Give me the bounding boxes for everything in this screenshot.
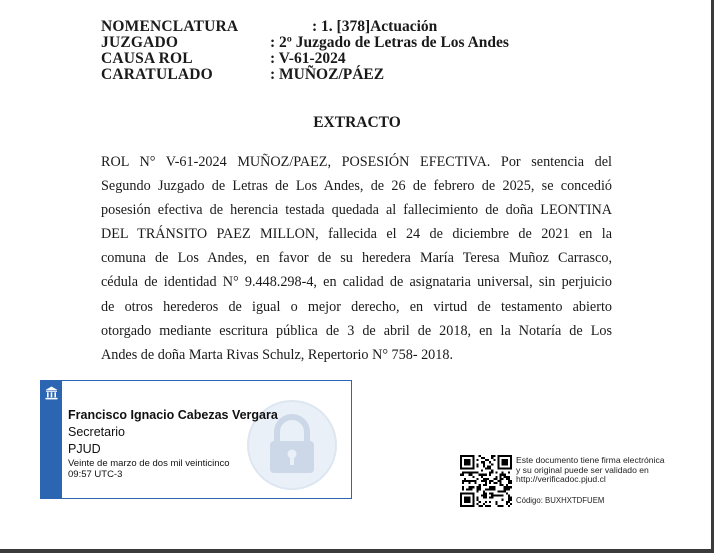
signature-date: Veinte de marzo de dos mil veinticinco (68, 458, 230, 469)
electronic-signature-box (40, 380, 352, 499)
header-label: NOMENCLATURA (101, 18, 239, 35)
verification-url[interactable]: http://verificadoc.pjud.cl (516, 474, 606, 485)
body-line: otorgado mediante escritura pública de 3 de abril de 2018, en la Notaría de Los (101, 322, 612, 339)
signer-name: Francisco Ignacio Cabezas Vergara (68, 408, 278, 422)
body-line: cédula de identidad N° 9.448.298-4, en calidad de asignataria universal, sin perjuicio (101, 274, 612, 291)
institution-icon (45, 386, 58, 400)
body-line: Andes de doña Marta Rivas Schulz, Repertorio N° 758- 2018. (101, 346, 454, 363)
page-edge-bottom (0, 549, 714, 553)
body-line: DEL TRÁNSITO PAEZ MILLON, fallecida el 24 de diciembre de 2021 en la (101, 226, 612, 243)
header-label: JUZGADO (101, 34, 179, 51)
signer-organization: PJUD (68, 442, 101, 456)
extract-body (101, 150, 612, 367)
body-line: comuna de Los Andes, en favor de su heredera María Teresa Muñoz Carrasco, (101, 250, 612, 267)
qr-code-icon (460, 455, 512, 507)
header-label: CARATULADO (101, 66, 213, 83)
verification-note (516, 456, 686, 485)
signer-role: Secretario (68, 425, 125, 439)
body-line: ROL N° V-61-2024 MUÑOZ/PAEZ, POSESIÓN EFECTIVA. Por sentencia del (101, 154, 612, 170)
header-value: : MUÑOZ/PÁEZ (270, 66, 385, 83)
verification-code: Código: BUXHXTDFUEM (516, 496, 605, 505)
header-label: CAUSA ROL (101, 50, 193, 67)
verification-line: Este documento tiene firma electrónica (516, 455, 665, 465)
signature-timestamp (68, 459, 230, 480)
signature-accent-strip (41, 381, 62, 498)
signature-time: 09:57 UTC-3 (68, 468, 123, 480)
header-value: : 1. [378]Actuación (312, 18, 438, 35)
verification-line: y su original puede ser validado en (516, 464, 649, 475)
body-line: posesión efectiva de herencia testada quedada al fallecimiento de doña LEONTINA (101, 202, 612, 219)
document-title: EXTRACTO (313, 114, 401, 131)
body-line: Segundo Juzgado de Letras de Los Andes, de 26 de febrero de 2025, se concedió (101, 178, 612, 195)
body-line: de otros herederos de igual o mejor derecho, en virtud de testamento abierto (101, 298, 612, 315)
header-value: : V-61-2024 (270, 50, 346, 67)
header-value: : 2º Juzgado de Letras de Los Andes (270, 34, 509, 51)
